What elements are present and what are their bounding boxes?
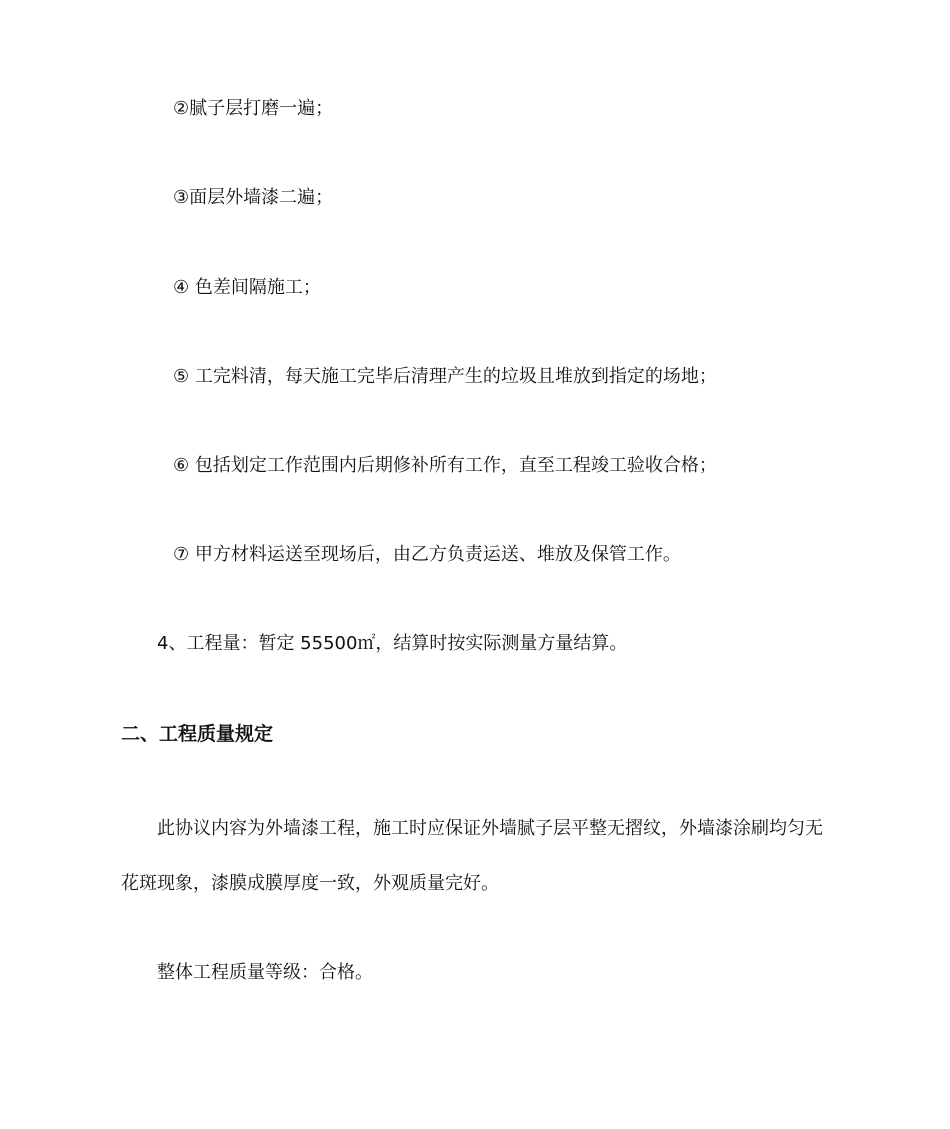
step-item-6: ⑥ 包括划定工作范围内后期修补所有工作，直至工程竣工验收合格； — [173, 455, 717, 476]
step-item-5: ⑤ 工完料清，每天施工完毕后清理产生的垃圾且堆放到指定的场地； — [173, 366, 717, 387]
quality-grade-line: 整体工程质量等级：合格。 — [157, 962, 373, 983]
step-item-2: ②腻子层打磨一遍； — [173, 98, 334, 119]
step-item-3: ③面层外墙漆二遍； — [173, 187, 334, 208]
quality-paragraph-line-1: 此协议内容为外墙漆工程，施工时应保证外墙腻子层平整无摺纹，外墙漆涂刷均匀无 — [157, 818, 823, 839]
section-heading: 二、工程质量规定 — [121, 723, 274, 745]
step-item-7: ⑦ 甲方材料运送至现场后，由乙方负责运送、堆放及保管工作。 — [173, 544, 681, 565]
step-item-4: ④ 色差间隔施工； — [173, 277, 321, 298]
quantity-line: 4、工程量：暂定 55500㎡，结算时按实际测量方量结算。 — [157, 633, 628, 654]
quality-paragraph-line-2: 花斑现象，漆膜成膜厚度一致，外观质量完好。 — [121, 873, 499, 894]
